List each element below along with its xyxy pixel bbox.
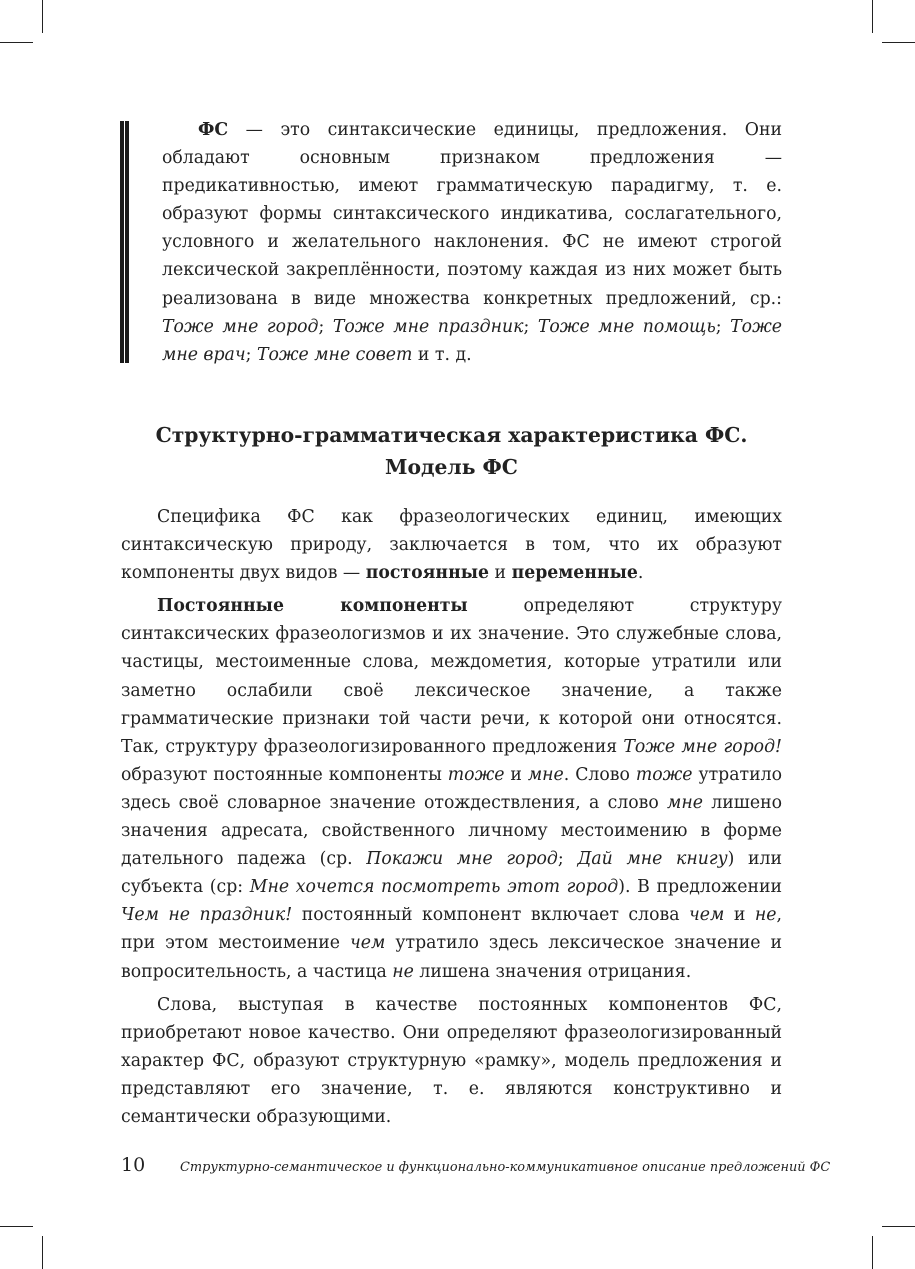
crop-mark [0,42,33,43]
example: тоже [447,764,505,785]
example: Тоже мне город! [623,736,782,757]
term-fs: ФС [198,120,229,140]
crop-mark [42,1236,43,1269]
text: лишена значения отрицания. [413,961,692,982]
example: чем [689,905,725,926]
crop-mark [872,1236,873,1269]
example: Покажи мне город [366,849,558,870]
section-heading-line1: Структурно-грамматическая характеристика ФС. [155,423,748,447]
text: утратило здесь лексическое значение и вопросительность, а частица [121,933,782,982]
text: постоянный компонент включает слова [292,905,690,926]
text: определяют структуру синтаксических фразеологизмов и их значение. Это служебные слова, частицы, местоименные слова, междометия, которые утратили или заметно ослабили своё лексическое значение, а также грамматические признаки той части речи, к которой они относятся. Так, структуру фразеологизированного предложения [121,596,782,757]
example: мне [527,764,564,785]
running-head: Структурно-семантическое и функционально-коммуникативное описание предложений ФС [180,1160,831,1175]
text: и [489,563,512,584]
term-constant: постоянные [365,563,490,584]
text: Специфика ФС как фразеологических единиц, имеющих синтаксическую природу, заключается в том, что их образуют компоненты двух видов — [121,507,782,584]
separator: ; [523,316,538,337]
example: не [754,905,777,926]
example: Тоже мне врач [162,316,782,365]
text: ; [557,849,578,870]
section-heading [121,419,782,483]
crop-mark [42,0,43,33]
example: Тоже мне помощь [537,316,716,337]
section-heading-line2: Модель ФС [385,455,518,479]
paragraph-1 [121,503,782,587]
text: и [724,905,755,926]
text: лишено значения адресата, свойственного личному местоимению в форме дательного падежа (ср. [121,792,782,870]
example: не [392,961,414,982]
callout-tail: и т. д. [412,344,472,365]
definition-paragraph [162,116,782,369]
paragraph-2 [121,592,782,985]
crop-mark [882,42,915,43]
text: . Слово [563,764,636,785]
page-number: 10 [121,1154,146,1176]
text: , при этом местоимение [121,905,782,954]
text: . [637,563,644,584]
crop-mark [0,1226,33,1227]
term-variable: переменные [511,563,638,584]
separator: ; [318,316,333,337]
definition-text: — это синтаксические единицы, предложения. Они обладают основным признаком предложения — предикативностью, имеют грамматическую парадигму, т. е. образуют формы синтаксического индикатива, сослагательного, условного и желательного наклонения. ФС не имеют строгой лексической закреплённости, поэтому каждая из них может быть реализована в виде множества конкретных предложений, ср.: [162,120,782,309]
term-constant-components: Постоянные компоненты [157,596,468,617]
example: Тоже мне праздник [332,316,524,337]
text: утратило здесь своё словарное значение отождествления, а слово [121,764,783,813]
separator: ; [245,344,257,365]
example: Тоже мне совет [256,344,413,365]
body-text [121,503,782,1131]
example: Дай мне книгу [577,849,728,870]
callout-bar [120,121,129,363]
crop-mark [872,0,873,33]
definition-callout [162,116,782,369]
paragraph-3: Слова, выступая в качестве постоянных компонентов ФС, приобретают новое качество. Они определяют фразеологизированный характер ФС, образуют структурную «рамку», модель предложения и представляют его значение, т. е. являются конструктивно и семантически образующими. [121,994,782,1127]
text: ) или субъекта (ср: [121,849,782,898]
text: и [504,764,528,785]
example: Мне хочется посмотреть этот город [249,877,619,898]
example: Тоже мне город [162,316,319,337]
separator: ; [715,316,731,337]
text: образуют постоянные компоненты [121,764,448,785]
example: Чем не праздник! [121,905,293,926]
text: ). В предложении [618,877,782,898]
example: мне [667,792,703,813]
example: тоже [635,764,693,785]
crop-mark [882,1226,915,1227]
example: чем [350,933,386,954]
